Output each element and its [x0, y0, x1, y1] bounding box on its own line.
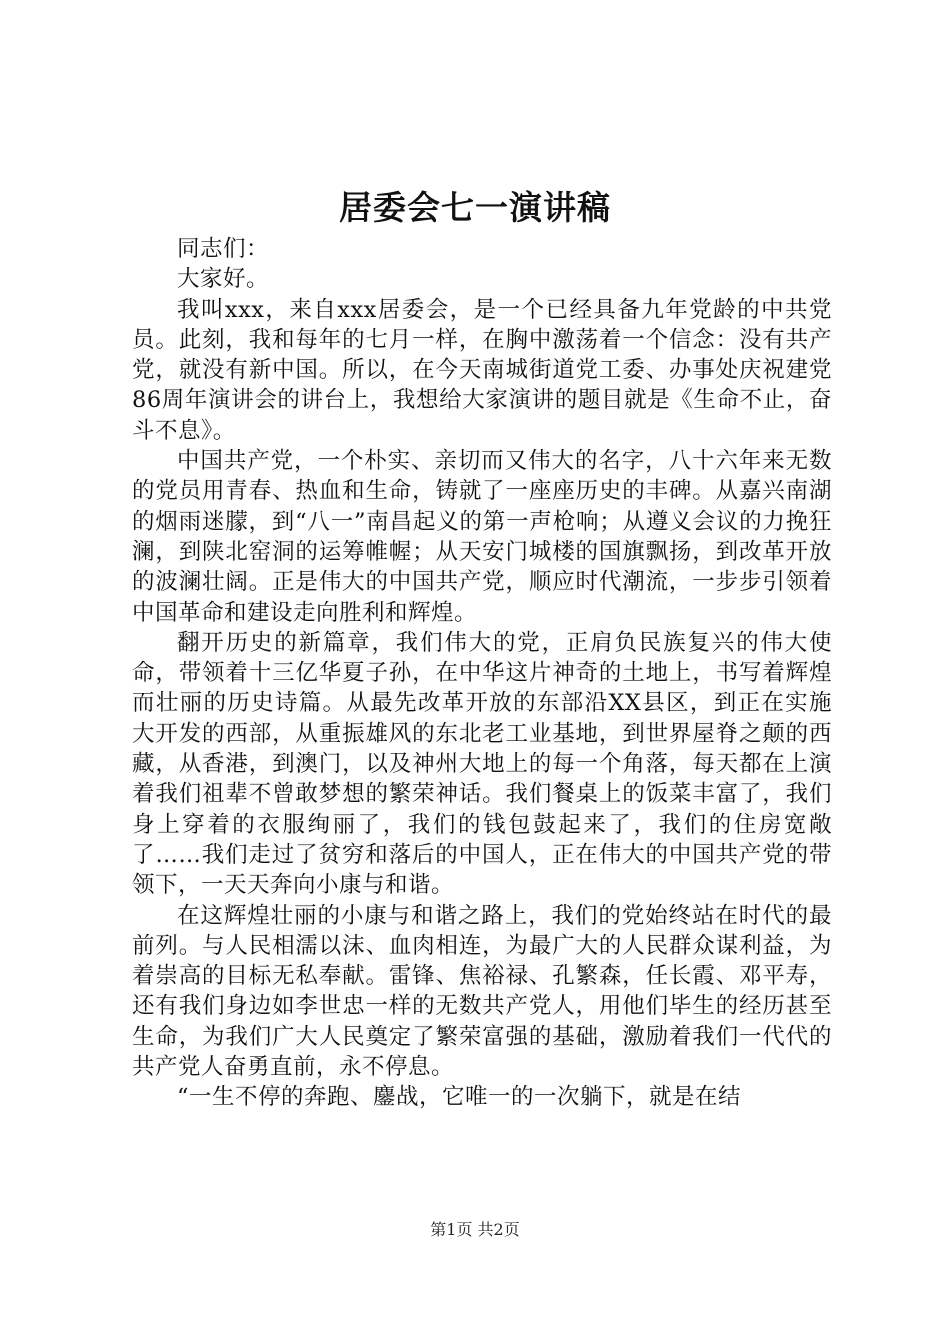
- salutation-paragraph: 同志们：: [177, 236, 270, 262]
- body-paragraph: 翻开历史的新篇章，我们伟大的党，正肩负民族复兴的伟大使命，带领着十三亿华夏子孙，在中华这片神奇的土地上，书写着辉煌而壮丽的历史诗篇。从最先改革开放的东部沿XX县区，到正在实施大开发的西部，从重振雄风的东北老工业基地，到世界屋脊之颠的西藏，从香港，到澳门，以及神州大地上的每一个角落，每天都在上演着我们祖辈不曾敢梦想的繁荣神话。我们餐桌上的饭菜丰富了，我们身上穿着的衣服绚丽了，我们的钱包鼓起来了，我们的住房宽敞了……我们走过了贫穷和落后的中国人，正在伟大的中国共产党的带领下，一天天奔向小康与和谐。: [132, 629, 832, 899]
- body-paragraph: “一生不停的奔跑、鏖战，它唯一的一次躺下，就是在结: [177, 1084, 742, 1111]
- document-title: 居委会七一演讲稿: [339, 188, 611, 227]
- body-paragraph: 中国共产党，一个朴实、亲切而又伟大的名字，八十六年来无数的党员用青春、热血和生命，铸就了一座座历史的丰碑。从嘉兴南湖的烟雨迷朦，到“八一”南昌起义的第一声枪响；从遵义会议的力挽狂澜，到陕北窑洞的运筹帷幄；从天安门城楼的国旗飘扬，到改革开放的波澜壮阔。正是伟大的中国共产党，顺应时代潮流，一步步引领着中国革命和建设走向胜利和辉煌。: [132, 448, 832, 626]
- greeting-paragraph: 大家好。: [177, 266, 270, 293]
- body-paragraph: 我叫xxx，来自xxx居委会，是一个已经具备九年党龄的中共党员。此刻，我和每年的七月一样，在胸中激荡着一个信念：没有共产党，就没有新中国。所以，在今天南城街道党工委、办事处庆祝建党86周年演讲会的讲台上，我想给大家演讲的题目就是《生命不止，奋斗不息》。: [132, 296, 832, 444]
- page-footer: 第1页 共2页: [430, 1220, 520, 1239]
- body-paragraph: 在这辉煌壮丽的小康与和谐之路上，我们的党始终站在时代的最前列。与人民相濡以沫、血肉相连，为最广大的人民群众谋利益，为着崇高的目标无私奉献。雷锋、焦裕禄、孔繁森，任长霞、邓平寿，还有我们身边如李世忠一样的无数共产党人，用他们毕生的经历甚至生命，为我们广大人民奠定了繁荣富强的基础，激励着我们一代代的共产党人奋勇直前，永不停息。: [132, 902, 832, 1081]
- document-body: [132, 234, 832, 1113]
